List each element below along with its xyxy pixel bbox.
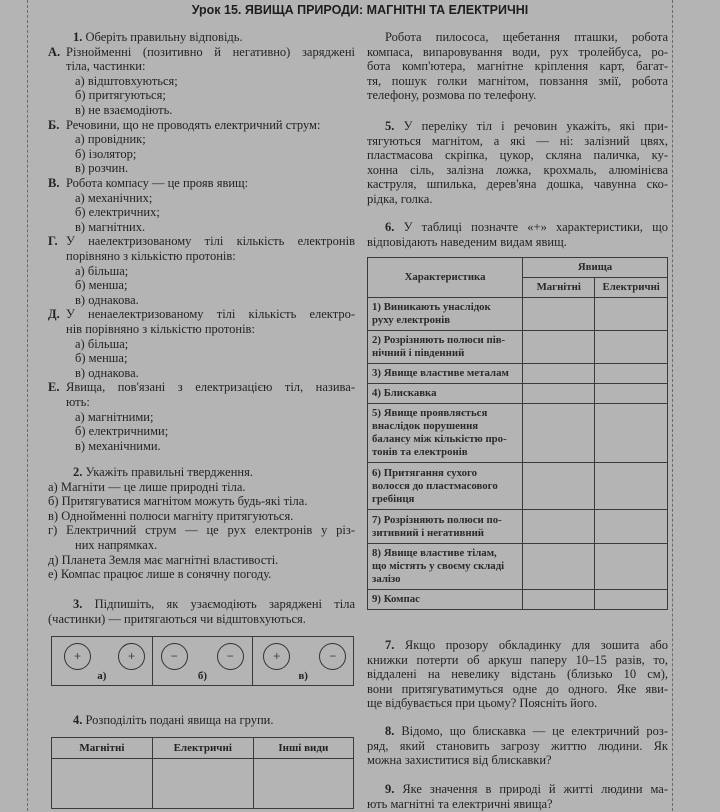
question-text: У наелектризованому тілі кількість електронів	[66, 234, 355, 249]
text: ють магнітні та електричні явища?	[367, 796, 553, 811]
statement-option[interactable]: в) Однойменні полюси магніту притягуються.	[48, 508, 294, 523]
phenomena-table	[367, 257, 668, 610]
task7-line	[367, 667, 668, 682]
characteristic-line: руху електронів	[372, 314, 451, 326]
electric-mark-cell[interactable]	[595, 364, 668, 384]
charges-cell[interactable]	[152, 637, 253, 686]
task6-line	[385, 220, 668, 235]
statement-option[interactable]: е) Компас працює лише в сонячну погоду.	[48, 567, 272, 582]
phenomena-line: компаса, випаровування води, рух тролейбуса, ро-	[367, 44, 668, 59]
electric-mark-cell[interactable]	[595, 463, 668, 510]
question-letter: Д.	[48, 307, 60, 322]
task8-line	[367, 753, 668, 768]
task7-line	[367, 653, 668, 668]
characteristic-line: залізо	[372, 573, 401, 585]
statement-option[interactable]: г) Електричний струм — це рух електронів у різ-	[48, 523, 355, 538]
phenomena-line: тя, пошук голки магнітом, повзання змії, робота	[367, 73, 668, 88]
text: книжки потерти об аркуш паперу 10–15 разів, то,	[367, 652, 668, 667]
characteristic-line: балансу між кількістю про-	[372, 433, 507, 445]
task-number: 7.	[385, 638, 395, 652]
table-row	[368, 364, 668, 384]
characteristic-line: 4) Блискавка	[372, 387, 437, 399]
charges-cell[interactable]	[253, 637, 354, 686]
text: У переліку тіл і речовин укажіть, які при-	[403, 119, 668, 133]
task8-line	[367, 739, 668, 754]
answer-option[interactable]: а) відштовхуються;	[75, 73, 178, 88]
question-text: Різнойменні (позитивно й негативно) заряджені	[66, 44, 355, 59]
question-text: тіла, частинки:	[66, 59, 146, 74]
characteristic-line: гребінця	[372, 492, 415, 505]
phenomena-line: Робота пилососа, щебетання пташки, робота	[385, 30, 668, 44]
text: Відомо, що блискавка — це електричний роз-	[401, 724, 669, 738]
characteristic-cell	[368, 463, 523, 510]
text: Укажіть правильні твердження.	[85, 465, 253, 479]
table-row	[368, 384, 668, 404]
question-letter: Б.	[48, 117, 60, 132]
answer-option[interactable]: б) притягуються;	[75, 88, 166, 103]
statement-option[interactable]: а) Магніти — це лише природні тіла.	[48, 479, 246, 494]
text: ряд, який становить загрозу життю людини. Як	[367, 738, 668, 753]
table-row	[368, 404, 668, 463]
electric-mark-cell[interactable]	[595, 298, 668, 331]
negative-charge-icon: −	[161, 643, 188, 670]
text: пластмасова скріпка, цукор, скляна паличка, ку-	[367, 148, 668, 163]
cut-line-left	[27, 0, 28, 811]
phenomena-group-header: Явища	[523, 258, 668, 278]
task7-line	[385, 638, 668, 653]
task5-line	[367, 192, 668, 207]
text: (частинки) — притягаються чи відштовхуються.	[48, 611, 306, 626]
answer-option[interactable]: б) менша;	[75, 351, 128, 366]
magnetic-mark-cell[interactable]	[523, 298, 595, 331]
electric-mark-cell[interactable]	[595, 590, 668, 610]
characteristic-line: 1) Виникають унаслідок	[372, 301, 491, 313]
answer-option[interactable]: б) менша;	[75, 278, 128, 293]
charges-cell[interactable]	[52, 637, 153, 686]
answer-option[interactable]: а) магнітними;	[75, 409, 154, 424]
charges-row	[52, 637, 354, 686]
table-row	[368, 590, 668, 610]
magnetic-mark-cell[interactable]	[523, 331, 595, 364]
task5-line	[367, 148, 668, 163]
table-row	[368, 463, 668, 510]
statement-option[interactable]: д) Планета Земля має магнітні властивості.	[48, 552, 279, 567]
task-number: 2.	[73, 465, 83, 479]
positive-charge-icon: +	[64, 643, 91, 670]
text: ще відбувається при цьому? Поясніть його.	[367, 696, 598, 711]
characteristic-cell	[368, 404, 523, 463]
table-row	[368, 544, 668, 590]
task2-heading	[73, 465, 253, 480]
header-row	[368, 258, 668, 278]
task-number: 5.	[385, 119, 395, 133]
cell-label: в)	[298, 670, 308, 682]
task6-line	[367, 235, 668, 250]
task-number: 4.	[73, 713, 83, 727]
characteristic-cell	[368, 364, 523, 384]
answer-option[interactable]: в) не взаємодіють.	[75, 103, 173, 117]
task9-line	[385, 782, 668, 797]
magnetic-mark-cell[interactable]	[523, 544, 595, 590]
answer-option[interactable]: в) розчин.	[75, 161, 129, 176]
characteristic-line: волосся до пластмасового	[372, 479, 498, 492]
task7-line	[367, 682, 668, 697]
text: Підпишіть, як узаємодіють заряджені тіла	[94, 597, 355, 611]
magnetic-mark-cell[interactable]	[523, 384, 595, 404]
statement-option[interactable]: б) Притягуватися магнітом можуть будь-які тіла.	[48, 494, 308, 509]
question-text: Речовини, що не проводять електричний струм:	[66, 117, 321, 132]
answer-option[interactable]: а) більша;	[75, 263, 129, 278]
text: хонна сіль, залізна ложка, крохмаль, алюмінієва	[367, 162, 668, 177]
electric-mark-cell[interactable]	[595, 544, 668, 590]
question-text: порівняно з кількістю протонів:	[66, 249, 236, 263]
text: відповідають наведеним видам явищ.	[367, 234, 567, 249]
question-letter: В.	[48, 176, 60, 190]
answer-option[interactable]: в) механічними.	[75, 438, 161, 453]
electric-mark-cell[interactable]	[595, 331, 668, 364]
cell-label: б)	[197, 670, 208, 682]
question-text: нів порівняно з кількістю протонів:	[66, 322, 255, 336]
answer-cell[interactable]	[152, 759, 253, 809]
answer-option[interactable]: в) магнітних.	[75, 219, 146, 234]
text: тягуються магнітом, а які — ні: залізний цвях,	[367, 133, 668, 148]
magnetic-mark-cell[interactable]	[523, 510, 595, 544]
magnetic-mark-cell[interactable]	[523, 590, 595, 610]
phenomena-line: бота комп'ютера, магнітне кріплення карт, багат-	[367, 59, 668, 74]
task-number: 6.	[385, 220, 395, 234]
answer-option[interactable]: б) електричними;	[75, 424, 169, 439]
negative-charge-icon: −	[217, 643, 244, 670]
answer-option[interactable]: а) провідник;	[75, 132, 146, 147]
subheader: Магнітні	[523, 278, 595, 298]
question-text: Робота компасу — це прояв явищ:	[66, 176, 249, 190]
characteristic-line: 9) Компас	[372, 593, 420, 605]
characteristic-line: тонів та електронів	[372, 446, 468, 458]
table-row	[368, 331, 668, 364]
characteristic-line: 6) Притягання сухого	[372, 466, 478, 479]
task8-line	[385, 724, 668, 739]
statement-option[interactable]: них напрямках.	[75, 538, 158, 552]
task-number: 8.	[385, 724, 395, 738]
task9-line	[367, 797, 668, 812]
question-letter: Е.	[48, 380, 60, 395]
answer-option[interactable]: б) електричних;	[75, 205, 160, 220]
characteristic-line: внаслідок порушення	[372, 420, 479, 432]
characteristic-line: що містять у своєму складі	[372, 560, 505, 572]
electric-mark-cell[interactable]	[595, 384, 668, 404]
text: рідка, голка.	[367, 192, 433, 206]
task-number: 9.	[385, 782, 395, 796]
text: У таблиці позначте «+» характеристики, що	[403, 220, 669, 234]
charges-table	[51, 636, 354, 686]
header-row	[52, 738, 354, 759]
cut-line-right	[672, 0, 673, 811]
text: віддалені на невелику відстань (близько 10 см),	[367, 667, 668, 682]
question-letter: Г.	[48, 234, 58, 249]
electric-mark-cell[interactable]	[595, 404, 668, 463]
characteristic-cell	[368, 544, 523, 590]
characteristic-header: Характеристика	[368, 258, 523, 298]
answer-option[interactable]: в) однакова.	[75, 365, 139, 380]
task3-line	[73, 597, 355, 612]
text: каструля, шпилька, дерев'яна дошка, чавунна ско-	[367, 177, 668, 192]
characteristic-cell	[368, 384, 523, 404]
answer-option[interactable]: в) однакова.	[75, 292, 139, 307]
answer-option[interactable]: а) більша;	[75, 336, 129, 351]
task1-heading	[73, 30, 243, 45]
characteristic-line: 2) Розрізняють полюси пів-	[372, 334, 506, 346]
question-letter: А.	[48, 44, 61, 59]
subheader: Електричні	[595, 278, 668, 298]
positive-charge-icon: +	[263, 643, 290, 670]
characteristic-line: нічний і південний	[372, 347, 465, 359]
task3-line	[48, 612, 355, 627]
magnetic-mark-cell[interactable]	[523, 364, 595, 384]
text: вони притягуватимуться одне до одного. Яке яви-	[367, 681, 668, 696]
text: Яке значення в природі й житті людини ма-	[402, 782, 669, 796]
task5-line	[367, 163, 668, 178]
column-header: Електричні	[152, 738, 253, 759]
column-header: Інші види	[253, 738, 353, 759]
task5-line	[367, 177, 668, 192]
answer-cell[interactable]	[52, 759, 153, 809]
characteristic-cell	[368, 331, 523, 364]
table-row	[368, 298, 668, 331]
column-header: Магнітні	[52, 738, 153, 759]
task5-line	[367, 134, 668, 149]
page-title: Урок 15. ЯВИЩА ПРИРОДИ: МАГНІТНІ ТА ЕЛЕКТРИЧНІ	[191, 3, 529, 17]
characteristic-line: 7) Розрізняють полюси по-	[372, 513, 502, 526]
characteristic-line: 3) Явище властиве металам	[372, 367, 509, 379]
task5-line	[385, 119, 668, 134]
question-text: ють:	[66, 395, 90, 409]
grouping-table	[51, 737, 354, 809]
characteristic-line: зитивний і негативний	[372, 526, 485, 539]
question-text: Явища, пов'язані з електризацією тіл, назива-	[66, 380, 355, 395]
magnetic-mark-cell[interactable]	[523, 463, 595, 510]
answer-row	[52, 759, 354, 809]
characteristic-line: 5) Явище проявляється	[372, 407, 488, 419]
task4-heading	[73, 713, 273, 728]
cell-label: а)	[97, 670, 107, 682]
negative-charge-icon: −	[319, 643, 346, 670]
characteristic-line: 8) Явище властиве тілам,	[372, 547, 497, 559]
text: Розподіліть подані явища на групи.	[85, 713, 274, 727]
task-number: 1.	[73, 30, 83, 44]
answer-option[interactable]: а) механічних;	[75, 190, 153, 205]
electric-mark-cell[interactable]	[595, 510, 668, 544]
text: Оберіть правильну відповідь.	[85, 30, 243, 44]
table-row	[368, 510, 668, 544]
characteristic-cell	[368, 510, 523, 544]
text: можна захиститися від блискавки?	[367, 753, 552, 768]
question-text: У ненаелектризованому тілі кількість електро-	[66, 307, 355, 322]
positive-charge-icon: +	[118, 643, 145, 670]
answer-cell[interactable]	[253, 759, 353, 809]
phenomena-line: телефону, розмова по телефону.	[367, 88, 537, 103]
magnetic-mark-cell[interactable]	[523, 404, 595, 463]
characteristic-cell	[368, 298, 523, 331]
text: Якщо прозору обкладинку для зошита або	[404, 638, 668, 652]
task7-line	[367, 696, 668, 711]
characteristic-cell	[368, 590, 523, 610]
answer-option[interactable]: б) ізолятор;	[75, 146, 137, 161]
task-number: 3.	[73, 597, 83, 611]
